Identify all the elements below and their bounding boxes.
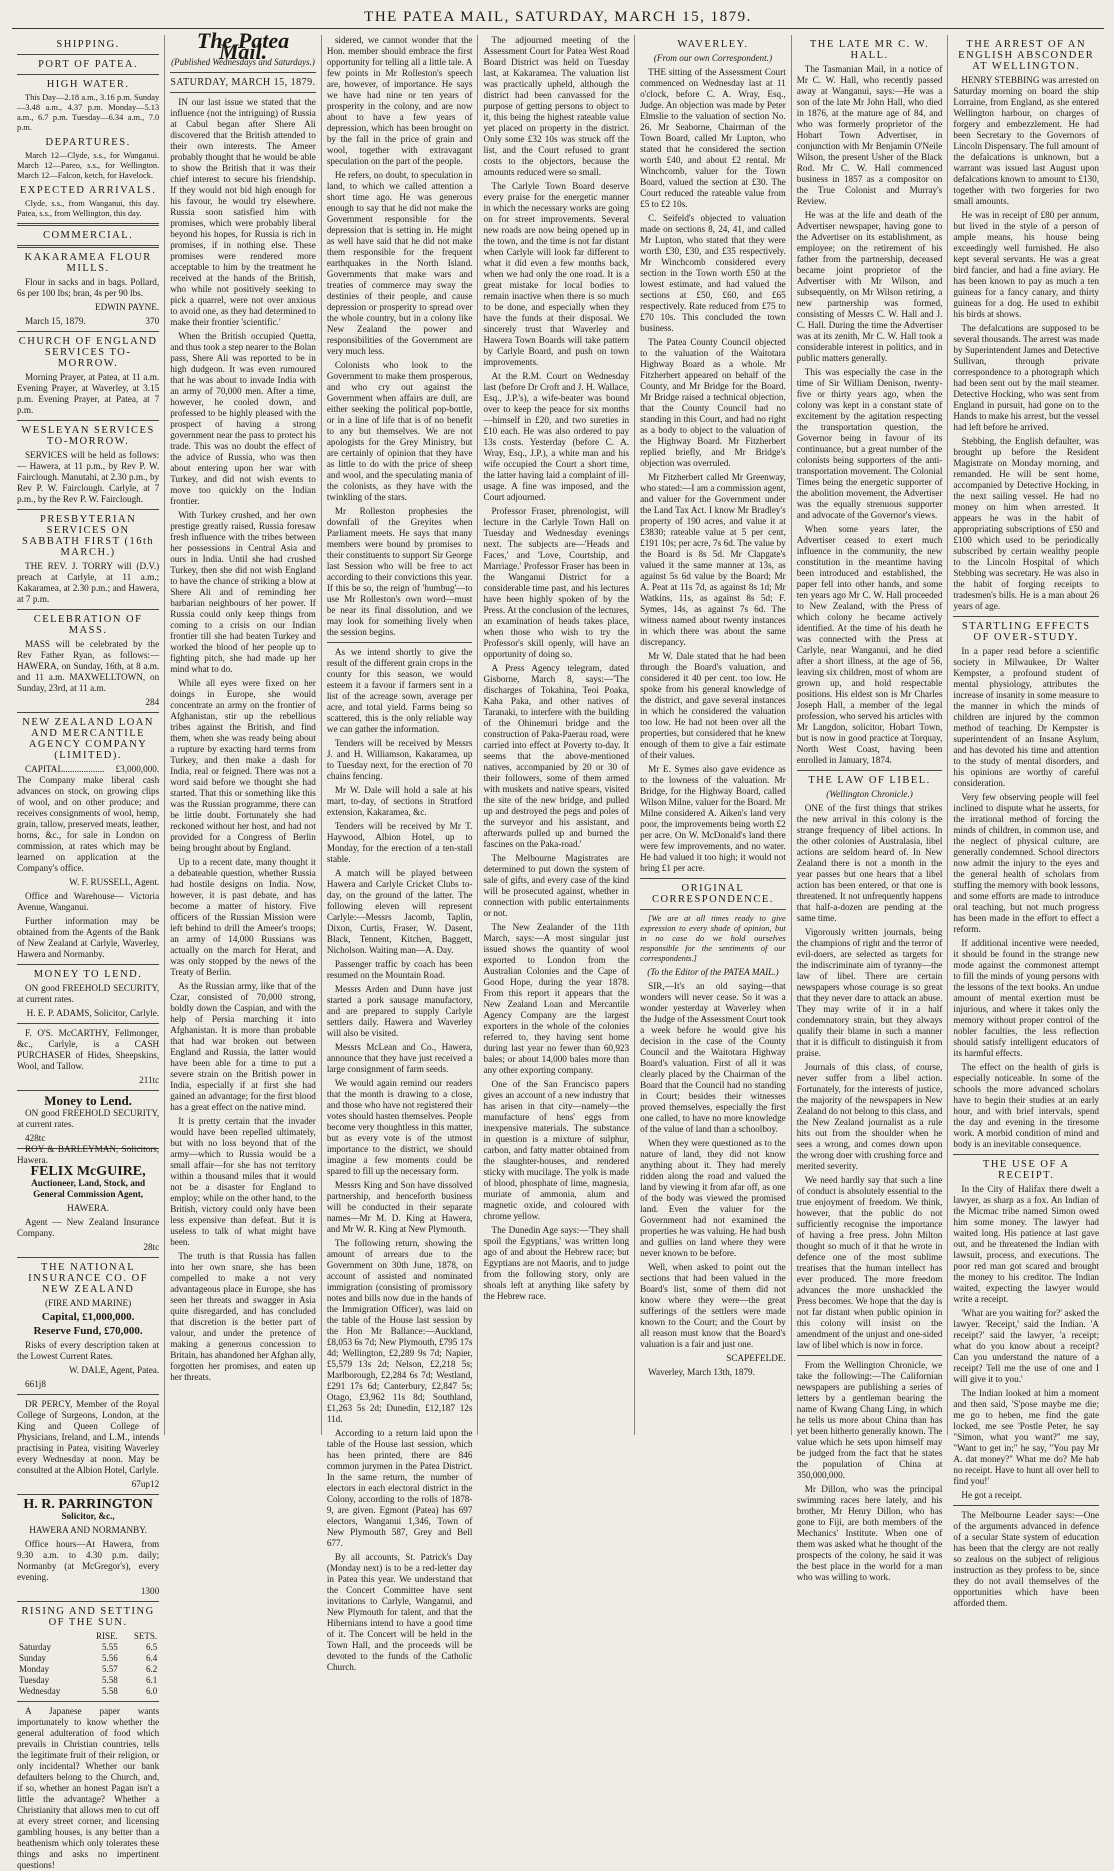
church-heading: CHURCH OF ENGLAND SERVICES TO-MORROW. xyxy=(18,336,158,369)
mass-heading: CELEBRATION OF MASS. xyxy=(33,614,143,636)
wesleyan-text: SERVICES will be held as follows:— Hawera, at 11 p.m., by Rev P. W. Fairclough. Manutahi, at 2.30 p.m., by Rev P. W. Fairclough. Carlyle, at 7 p.m., by the Rev P. W. Fairclough. xyxy=(17,450,160,504)
news-paragraph: Mr W. Dale will hold a sale at his mart, to-day, of sections in Stratford extension, Kakaramea, &c. xyxy=(326,785,473,817)
departures-text: March 12—Clyde, s.s., for Wanganui. March 12—Pareo, s.s., for Wellington. March 12—Falcon, ketch, for Havelock. xyxy=(17,151,160,180)
insurance-sign: W. DALE, Agent, Patea. xyxy=(68,1365,160,1375)
parrington-place: HAWERA AND NORMANBY. xyxy=(29,1525,147,1535)
sun-row: Monday 5.57 6.2 xyxy=(19,1664,158,1674)
news-paragraph: He refers, no doubt, to speculation in land, to which we called attention a short time ago. He was generous enough to say that he did not make the Government responsible for the depression that is setting in. He might as well have said that he did not make them responsible for the frequent earthquakes in the North Island. Governments that make wars and treaties of commerce may sway the destinies of their people, and cause depression or prosperity to spread over the whole country, but in a colony like New Zealand the power and responsibilities of the Government are very much less. xyxy=(326,170,473,356)
insurance-num: 661j8 xyxy=(25,1379,46,1389)
libel-sub: (Wellington Chronicle.) xyxy=(826,789,913,799)
mass-num: 284 xyxy=(145,697,160,707)
column-1 xyxy=(12,35,164,1870)
insurance-heading: THE NATIONAL INSURANCE CO. OF NEW ZEALAND xyxy=(28,1262,149,1295)
waverley-paragraph: Mr E. Symes also gave evidence as to the lowness of the valuation. Mr Bridge, for the Highway Board, called Wilson Milne, valuer for the Board. Mr Milne considered A. Aiken's land very poor, the improvements being worth £2 per acre. On W. McDonald's land there were few improvements, and no water. He had valued it too high; it would not bring £1 per acre. xyxy=(640,764,786,873)
hall-paragraph: When some years later, the Advertiser ceased to exert much influence in the community, the new constitution in the meantime having been introduced and established, the paper fell into other hands, and some ten years ago Mr C. W. Hall proceeded to New Zealand, with the Press of which colony he became actively identified. At the time of his death he was connected with the Press at Carlyle, near Wanganui, and he died after a short illness, at the age of 56, leaving six children, most of whom are grown up, and hold respectable positions. His eldest son is Mr Charles Joseph Hall, a member of the legal profession, who served his articles with Mr Langdon, solicitor, Hobart Town, but is now in good practice at Torquay, North West Coast, having been enrolled in January, 1874. xyxy=(796,524,943,765)
sun-row: Sunday 5.56 6.4 xyxy=(19,1653,158,1663)
news-paragraph: The Dunedin Age says:—'They shall spoil the Egyptians,' was written long ago of and about the Hebrew race; but Egyptians are not Maoris, and to judge from the following story, only are shoals left at anything like safety by the Hebrew race. xyxy=(483,1225,630,1301)
news-paragraph: We would again remind our readers that the month is drawing to a close, and those who have not registered their votes should hasten themselves. People become very thoughtless in this matter, but as every vote is of the utmost importance to the district, we should imagine a few moments could be spared to fill up the necessary form. xyxy=(326,1078,473,1176)
arrest-paragraph: He was in receipt of £80 per annum, but lived in the style of a person of ample means, his house being exceedingly well furnished. He also kept several servants. He was a great bird fancier, and had a fine aviary. He has been known to pay as much a ten guineas for a fancy canary, and thirty guineas for a dog. He used to exhibit his birds at shows. xyxy=(953,210,1100,319)
libel-paragraph: We need hardly say that such a line of conduct is absolutely essential to the true enjoyment of freedom. We think, however, that the public do not sufficiently recognise the importance of having a free press. John Milton thought so much of it that he wrote in defence one of the most sublime treatises that the human intellect has ever produced. The more freedom advances the more unshackled the Press becomes. We hope that the day is not far distant when public opinion in this colony will insist on the amendment of the unjust and one-sided law of libel which is now in force. xyxy=(796,1175,943,1350)
money-text: ON good FREEHOLD SECURITY, at current rates. xyxy=(17,983,160,1004)
mass-text: MASS will be celebrated by the Rev Father Ryan, as follows:— HAWERA, on Sunday, 16th, at 8 a.m. and 11 a.m. MAXWELLTOWN, on Sunday, 23rd, at 11 a.m. xyxy=(17,639,160,693)
mills-sign: EDWIN PAYNE. xyxy=(95,302,160,312)
paper-title: The Patea Mail. xyxy=(196,28,290,64)
hall-paragraph: He was at the life and death of the Advertiser newspaper, having gone to the Advertiser on its establishment, as employee; on the retirement of his father from the partnership, deceased became joint proprietor of the Advertiser with Mr Wilson, and subsequently, on Mr Wilson retiring, a new partnership was formed, consisting of Messrs C. W. Hall and J. C. Hall. During the time the Advertiser was at its zenith, Mr C. W. Hall took a considerable interest in politics, and in public matters generally. xyxy=(796,210,943,363)
news-paragraph: Messrs Arden and Dunn have just started a pork sausage manufactory, and are prepared to supply Carlyle settlers daily. Hawera and Waverley will also be visited. xyxy=(326,984,473,1038)
nzloan-more: Further information may be obtained from the Agents of the Bank of New Zealand at Carlyle, Waverley, Hawera and Normanby. xyxy=(17,916,160,959)
receipt-paragraph: He got a receipt. xyxy=(961,1490,1023,1500)
editorial-paragraph: It is pretty certain that the invader would have been repelled ultimately, but with no loss beyond that of the army—which to Russia would be a small affair—for she has not territory within a thousand miles that it would not be a disaster for England to employ; while on the other hand, to the British, victory could only have been less expensive than defeat. But it is useless to talk of what might have been. xyxy=(170,1116,316,1247)
news-paragraph: One of the San Francisco papers gives an account of a new industry that has arisen in that city—namely—the manufacture of hens' eggs from inexpensive materials. The substance in question is a mixture of sulphur, carbon, and fatty matter obtained from the slaughter-houses, and rendered sticky with mucilage. The yolk is made of blood, phosphate of lime, magnesia, muriate of ammonia, alum and magnetic oxide, and coloured with chrome yellow. xyxy=(483,1079,630,1221)
editorial-paragraph: The truth is that Russia has fallen into her own snare, she has been compelled to make a not very advantageous place in Europe, she has seen her threats and swagger in Asia quite disregarded, and has concluded that discretion is the better part of valour, and under the pretence of making a generous concession to Britain, has abandoned her Afghan ally, forgotten her promises, and eaten up her threats. xyxy=(170,1251,316,1382)
news-paragraph: A Press Agency telegram, dated Gisborne, March 8, says:—'The discharges of Tokahina, Teoi Poaka, Kaha Paka, and other natives of Taranaki, to interfere with the building of the Ohinemuri bridge and the construction of Paka-Paerau road, were carried into effect at Poverty to-day. It seems that the above-mentioned natives, accompanied by 20 or 30 of their followers, some of them armed with muskets and native spears, visited the site of the new bridge, and pulled up and destroyed the pegs and poles of the surveyor and his assistant, and afterwards pulled up and burned the fascines on the Paka-road.' xyxy=(483,663,630,849)
sun-row: Tuesday 5.58 6.1 xyxy=(19,1675,158,1685)
insurance-text: Risks of every description taken at the Lowest Current Rates. xyxy=(17,1340,160,1361)
column-3 xyxy=(321,35,478,1672)
percy-num: 67up12 xyxy=(131,1479,160,1489)
news-paragraph: The Melbourne Magistrates are determined to put down the system of sale of gifts, and every case of the kind will be prosecuted against, whether in connection with public entertainments or not. xyxy=(483,853,630,918)
wesleyan-heading: WESLEYAN SERVICES TO-MORROW. xyxy=(21,425,155,447)
waverley-paragraph: THE sitting of the Assessment Court commenced on Wednesday last at 11 o'clock, before C. A. Wray, Esq., Judge. An objection was made by Peter Elmslie to the valuation of section No. 26. Mr Seaborne, Chairman of the Town Board, called Mr Lupton, who stated that he considered the section worth £40, and about £2 rental. Mr Winchcomb, valuer for the Town Board, valued the section at £30. The Court reduced the rateable value from £5 to £2 10s. xyxy=(640,67,786,209)
news-paragraph: Colonists who look to the Government to make them prosperous, and who cry out against the Government when affairs are dull, are either seeking the political pop-bottle, or in a line of life that is of no benefit to any but themselves. We are not apologists for the Grey Ministry, but are certainly of opinion that they have as little to do with the price of sheep and wool, and the speculating mania of the colonists, as they have with the twinkling of the stars. xyxy=(326,360,473,502)
editorial-paragraph: While all eyes were fixed on her doings in Europe, she would concentrate an army on the frontier of Afghanistan, stir up the rebellious tribes against the British, and find them, when she was ready being about a rupture by exacting hard terms from Turkey, and then make a dash for India, real or feigned. There was not a word said before we thought she had started. That this or something like this was the Russian programme, there can be little doubt. Fortunately she had reckoned without her host, and had not provided for a Congress of Berlin being brought about by England. xyxy=(170,678,316,853)
commercial-heading: COMMERCIAL. xyxy=(42,230,134,241)
expected-text: Clyde, s.s., from Wanganui, this day. Patea, s.s., from Wellington, this day. xyxy=(17,199,160,218)
percy-text: DR PERCY, Member of the Royal College of Surgeons, London, at the King and Queen College of Physicians, Ireland, and L.M., intends practising in Patea, visiting Waverley every Wednesday at noon. May be consulted at the Albion Hotel, Carlyle. xyxy=(17,1399,160,1475)
study-paragraph: If additional incentive were needed, it should be found in the strange new mode against the commonest attempt to fill the minds of young persons with the lessons of the text books. An undue amount of mental exertion must be injurious, and where it takes only the memory without proper control of the nobler faculties, the less reflection should satisfy intelligent educators of its harmful effects. xyxy=(953,938,1100,1058)
mcguire-place: HAWERA. xyxy=(67,1203,110,1213)
editorial-paragraph: As the Russian army, like that of the Czar, consisted of 70,000 strong, boldly down the Caspian, and with the help of Persia marching it into Afghanistan. It is more than probable that had war broken out between England and Russia, the latter would have been able for a time to put a severe strain on the British power in India, especially if at first she had gained an advantage; for the first blood has a great effect on the native mind. xyxy=(170,981,316,1112)
departures-heading: DEPARTURES. xyxy=(45,137,131,148)
news-paragraph: From the Wellington Chronicle, we take the following:—The Californian newspapers are publishing a series of letters by a gentleman bearing the name of Kwang Chang Ling, in which he tells us more about China than has yet been hitherto generally known. The value which he sets upon himself may be judged from the fact that he states the population of China at 350,000,000. xyxy=(796,1360,943,1480)
editorial-paragraph: With Turkey crushed, and her own prestige greatly raised, Russia foresaw fresh influence with the tribes between her possessions in Central Asia and ours in India. Until she had crushed Turkey, then she did not wish England to have the chance of striking a blow at Shere Ali and of reminding her barbarian neighbours of her power. If Russia could only keep things from coming to a crisis on our Indian frontier till she had beaten Turkey and worked the blood of her people up to fighting pitch, she had made up her mind what to do. xyxy=(170,510,316,674)
nzloan-heading: NEW ZEALAND LOAN AND MERCANTILE AGENCY COMPANY (LIMITED). xyxy=(22,717,154,761)
sun-heading: RISING AND SETTING OF THE SUN. xyxy=(21,1606,155,1628)
insurance-capital: Capital, £1,000,000. xyxy=(41,1311,135,1323)
mccarthy-num: 211tc xyxy=(139,1075,160,1085)
mills-heading: KAKARAMEA FLOUR MILLS. xyxy=(24,252,152,274)
libel-heading: THE LAW OF LIBEL. xyxy=(808,775,931,786)
news-paragraph: The following return, showing the amount of arrears due to the Government on 30th June, 1878, on account of assisted and nominated immigration (consisting of promissory notes and bills now due in the hands of the Immigration Officer), was laid on the table of the House last session by the Hon Mr Ballance:—Auckland, £8,053 6s 7d; New Plymouth, £795 17s 4d; Wellington, £2,289 9s 7d; Napier, £5,579 13s 2d; Nelson, £2,218 5s; Marlborough, £2,284 6s 7d; Westland, £291 17s 6d; Canterbury, £2,847 5s; Otago, £3,962 11s 8d; Southland, £1,263 5s 2d; Dunedin, £12,187 12s 11d. xyxy=(326,1238,473,1424)
libel-paragraph: Journals of this class, of course, never suffer from a libel action. Fortunately, for the interests of justice, the majority of the newspapers in New Zealand do not belong to this class, and the New Zealand journalist as a rule hits out from the shoulder when he sees a wrong, and comes down upon the wrong doer with crushing force and merited severity. xyxy=(796,1062,943,1171)
column-4 xyxy=(477,35,634,1435)
hall-heading: THE LATE MR C. W. HALL. xyxy=(809,39,930,61)
parrington-num: 1300 xyxy=(140,1586,160,1596)
hall-paragraph: The Tasmanian Mail, in a notice of Mr C. W. Hall, who recently passed away at Wanganui, says:—He was a son of the late Mr John Hall, who died in 1876, at the mature age of 84, and who was formerly proprietor of the Hobart Town Advertiser, in conjunction with Mr Benjamin O'Neile Wilson, the present Usher of the Black Rod. Mr C. W. Hall commenced business in 1857 as a compositor on the True Colonist and Murray's Review. xyxy=(796,64,943,206)
news-paragraph: As we intend shortly to give the result of the different grain crops in the county for this season, we would esteem it a favour if farmers sent in a list of the acreage sown, average per acre, and total yield. Farms being so scattered, this is the only reliable way we can gather the information. xyxy=(326,647,473,734)
nzloan-sign: W. F. RUSSELL, Agent. xyxy=(69,877,160,887)
news-paragraph: At the R.M. Court on Wednesday last (before Dr Croft and J. H. Wallace, Esq., J.P.'s), a wife-beater was bound over to keep the peace for six months—himself in £20, and two sureties in £10 each. He was also ordered to pay 13s costs. Yesterday (before C. A. Wray, Esq., J.P.), a white man and his wife occupied the Court a short time, the latter having laid a complaint of ill-usage. A fine was imposed, and the Court adjourned. xyxy=(483,371,630,502)
correspondence-to: (To the Editor of the PATEA MAIL.) xyxy=(647,967,779,977)
arrest-paragraph: The defalcations are supposed to be several thousands. The arrest was made by Superintendent James and Detective Sullivan, through private correspondence to a photograph which had been sent out by the mail steamer. Detective Hocking, who was sent from England in pursuit, had gone on to the Hands to make his arrest, but the vessel had left before he arrived. xyxy=(953,323,1100,432)
study-paragraph: The effect on the health of girls is especially noticeable. In some of the schools the more advanced scholars have to begin their studies at an early hour, and with brief intervals, spend the day and evening in the tiresome work. A morbid condition of mind and body is an inevitable consequence. xyxy=(953,1062,1100,1149)
sun-table xyxy=(17,1631,159,1697)
editorial-date: SATURDAY, MARCH 15, 1879. xyxy=(170,77,316,88)
letter-paragraph: SIR,—It's an old saying—that wonders will never cease. So it was a wonder yesterday at Waverley when the Judge of the Assessment Court took a week before he would give his decision in the case of the County Council and the Waitotara Highway Board's valuation. First of all it was clearly placed by the Chairman of the Board that the Council had no standing in Court; besides their witnesses proved themselves, especially the first one called, to have no more knowledge of the value of land than a schoolboy. xyxy=(640,981,786,1134)
nzloan-office: Office and Warehouse— Victoria Avenue, Wanganui. xyxy=(17,891,160,912)
news-paragraph: Mr Dillon, who was the principal swimming races here lately, and his brother, Mr Henry Dillon, who has gone to Fiji, are both members of the Mechanics' Institute. When one of them was asked what he thought of the prospects of the colony, he said it was the best place in the world for a man who was willing to work. xyxy=(796,1484,943,1582)
letter-signature: SCAPEFELDE. xyxy=(726,1353,786,1363)
hall-paragraph: This was especially the case in the time of Sir William Denison, twenty-five or thirty years ago, when the colony was kept in a constant state of excitement by the agitation respecting the transportation question, the Governor being in favour of its continuance, but a great number of the colonists being supporters of the anti-transportation movement. The Colonial Times being the energetic supporter of the abolition movement, the Advertiser was the equally strenuous supporter and advocate of the Governor's views. xyxy=(796,367,943,520)
column-7 xyxy=(947,35,1104,1608)
receipt-paragraph: In the City of Halifax there dwelt a lawyer, as sharp as a fox. An Indian of the Micmac tribe named Simon owed him some money. The lawyer had waited long. His patience at last gave out, and he threatened the Indian with lawsuit, process, and executions. The poor red man got scared and brought the money to his creditor. The Indian waited, expecting the lawyer would write a receipt. xyxy=(953,1184,1100,1304)
news-paragraph: Professor Fraser, phrenologist, will lecture in the Carlyle Town Hall on Tuesday and Wednesday evenings next. The subjects are—'Heads and Faces,' and 'Love, Courtship, and Marriage.' Professor Fraser has been in the Wanganui District for a considerable time past, and his lectures have been highly spoken of by the Press. At the conclusion of the lectures, an examination of heads takes place, when those who wish to try the Professor's skill openly, will have an opportunity of doing so. xyxy=(483,506,630,659)
waverley-sub: (From our own Correspondent.) xyxy=(653,53,773,63)
news-paragraph: The Melbourne Leader says:—One of the arguments advanced in defence of a secular State system of education has been that the clergy are not really so zealous on the subject of religious instruction as they profess to be, since they do not avail themselves of the opportunities which have been afforded them. xyxy=(953,1510,1100,1608)
paper-subtitle: (Published Wednesdays and Saturdays.) xyxy=(171,57,315,67)
money2-text: ON good FREEHOLD SECURITY, at current rates. xyxy=(17,1108,160,1129)
news-paragraph: According to a return laid upon the table of the House last session, which has been printed, there are 846 common jurymen in the Patea District. In the same return, the number of electors in each electoral district in the Colony, according to the rolls of 1878-9, are given. Egmont (Patea) has 697 electors, Wanganui 1,346, Town of New Plymouth 587, Grey and Bell 677. xyxy=(326,1428,473,1548)
insurance-sub: (FIRE AND MARINE) xyxy=(44,1298,132,1308)
waverley-paragraph: Mr Fitzherbert called Mr Greenway, who stated:—I am a commission agent, and valuer for the Government under the Land Tax Act. I know Mr Bradley's property of 190 acres, and value it at £3830; rateable value at 5 per cent, £191 10s; per acre, 7s 6d. The value by the Board is 8s 5d. Mr Clapgate's valued it the same manner at 13s, as against 5s 6d value by the Board; Mr A. Peat at 11s 7d, as against 8s 1d; Mr Watkins, 11s, as against 8s 5d; F. Symes, 14s, as against 7s 6d. The witness named about twenty instances in which there was about the same discrepancy. xyxy=(640,472,786,647)
column-6 xyxy=(791,35,948,1582)
money-sign: H. E. P. ADAMS, Solicitor, Carlyle. xyxy=(26,1008,160,1018)
insurance-reserve: Reserve Fund, £70,000. xyxy=(33,1325,143,1337)
money2-sign: 428tc ROY & BARLEYMAN, Solicitors, Hawera. xyxy=(17,1133,160,1165)
correspondence-note: [We are at all times ready to give expression to every shade of opinion, but in no case do we hold ourselves responsible for the sentiments of our correspondents.] xyxy=(640,914,786,963)
receipt-paragraph: 'What are you waiting for?' asked the lawyer. 'Receipt,' said the Indian. 'A receipt?' said the lawyer, 'a receipt; what do you know about a receipt? Can you understand the nature of a receipt? Tell me the use of one and I will give it to you.' xyxy=(953,1308,1100,1384)
mcguire-agent: Agent — New Zealand Insurance Company. xyxy=(17,1217,160,1238)
news-paragraph: Tenders will be received by Mr T. Haywood, Albion Hotel, up to Monday, for the erection of a ten-stall stable. xyxy=(326,821,473,864)
column-2 xyxy=(164,28,321,1435)
arrest-paragraph: Stebbing, the English defaulter, was brought up before the Resident Magistrate on Monday morning, and remanded. He will be sent home, accompanied by Detective Hocking, in the next sailing vessel. He had no money on him when arrested. It appears he was in the habit of appropriating subscriptions of £50 and £100 which used to be periodically subscribed by certain wealthy people to the Lincoln Hospital of which Stebbing was secretary. He was also in the habit of forging receipts to tradesmen's bills. He is a man about 26 years of age. xyxy=(953,436,1100,611)
columns xyxy=(12,28,1104,1870)
receipt-paragraph: The Indian looked at him a moment and then said, 'S'pose maybe me die; me go to heben, me find the gate locked, me see 'Postle Peter, he say "Simon, what you want?" me say, "Want to get in;" he say, "You pay Mr A. dat money?" What me do? Me hab no receipt. Have to hunt all over hell to find you!' xyxy=(953,1388,1100,1486)
japanese-text: A Japanese paper wants importunately to know whether the general adulteration of food which prevails in Christian countries, tells the legitimate fruit of their religion, or only incidental? Whether our bank defaulters belong to the Church, and, if so, whether an honest Pagan isn't a little the advantage? Whether a Christianity that allows men to cut off at every street corner, and licensing gambling houses, is any better than a heathenism which only tolerates these things and asks no impertinent questions! xyxy=(17,1706,160,1870)
mcguire-num: 28tc xyxy=(143,1242,160,1252)
parrington-hours: Office hours—At Hawera, from 9.30 a.m. to 4.30 p.m. daily; Normanby (at McGregor's), every evening. xyxy=(17,1539,160,1582)
libel-paragraph: ONE of the first things that strikes the new arrival in this colony is the strange frequency of libel actions. In the other colonies of Australasia, libel actions are seldom heard of. In New Zealand there is not a month in the year passes but one hears that a libel action has been entered, or that one is threatened. It not unfrequently happens that half-a-dozen are pending at the same time. xyxy=(796,803,943,923)
editorial-paragraph: When the British occupied Quetta, and thus took a step nearer to the Bolan pass, Shere Ali was reported to be in high dudgeon. It was even rumoured that he was about to invade India with an army of 70,000 men. After a time, however, he cooled down, and professed to be highly pleased with the prospect of having a strong government near the pass to protect his trade. This was no doubt the effect of the advice of Russia, who was then about entering upon her war with Turkey, and did not wish events to move too quickly on the Indian frontier. xyxy=(170,331,316,506)
waverley-paragraph: The Patea County Council objected to the valuation of the Waitotara Highway Board as a whole. Mr Fitzherbert appeared on behalf of the County, and Mr Bridge for the Board. Mr Bridge raised a technical objection, that the County Council had no standing in this Court, and had no right as a body to object to the valuation of the Highway Board. Mr Fitzherbert replied briefly, and Mr Bridge's objection was overruled. xyxy=(640,337,786,468)
sun-row: Saturday 5.55 6.5 xyxy=(19,1642,158,1652)
highwater-heading: HIGH WATER. xyxy=(46,79,130,90)
news-paragraph: Mr Rolleston prophesies the downfall of the Greyites when Parliament meets. He says that many members were bound by promises to their constituents to support Sir George last Session who will be free to act according to their convictions this year. If this be so, the reign of 'humbug'—to use Mr Rolleston's own word—must be near its final dissolution, and we may look for something lively when the session begins. xyxy=(326,506,473,637)
shipping-heading: SHIPPING. xyxy=(56,39,120,50)
news-paragraph: sidered, we cannot wonder that the Hon. member should embrace the first opportunity for telling all a little tale. A few points in Mr Rolleston's speech are, however, of importance. He says we have had nine or ten years of prosperity in the colony, and are now about to have a few years of depression, which has been brought on by the fall in the price of grain and wool, together with extravagant speculation on the part of the people. xyxy=(326,35,473,166)
highwater-text: This Day—2.18 a.m., 3.16 p.m. Sunday—3.48 a.m., 4.37 p.m. Monday—5.13 a.m., 6.7 p.m. Tuesday—6.34 a.m., 7.0 p.m. xyxy=(17,93,160,132)
waverley-paragraph: Mr W. Dale stated that he had been through the Board's valuation, and considered it 40 per cent. too low. He spoke from his general knowledge of the district, and gave several instances in which he considered the valuation too low. He had not been over all the properties, but considered that he knew enough of them to give a fair estimate of their values. xyxy=(640,651,786,760)
church-text: Morning Prayer, at Patea, at 11 a.m. Evening Prayer, at Waverley, at 3.15 p.m. Evening Prayer, at Patea, at 7 p.m. xyxy=(17,372,160,415)
money-heading: MONEY TO LEND. xyxy=(33,969,143,980)
money2-heading: Money to Lend. xyxy=(44,1093,132,1108)
presby-heading: PRESBYTERIAN SERVICES ON SABBATH FIRST (16th MARCH.) xyxy=(22,514,155,558)
column-5 xyxy=(634,35,791,1435)
news-paragraph: Messrs McLean and Co., Hawera, announce that they have just received a large consignment of farm seeds. xyxy=(326,1042,473,1074)
letter-date: Waverley, March 13th, 1879. xyxy=(648,1367,755,1377)
news-paragraph: Messrs King and Son have dissolved partnership, and henceforth business will be conducted in their separate names—Mr M. D. King at Hawera, and Mr W. R. King at New Plymouth. xyxy=(326,1180,473,1234)
nzloan-text: CAPITAL.................. £3,000,000. The Company make liberal cash advances on stock, on growing clips of wool, and on other produce; and receives consignments of wool, hemp, grain, tallow, preserved meats, leather, horns, &c., for sale in London on commission, at rates which may be learned on application at the Company's office. xyxy=(17,764,160,873)
expected-heading: EXPECTED ARRIVALS. xyxy=(19,185,157,196)
arrest-paragraph: HENRY STEBBING was arrested on Saturday morning on board the ship Lorraine, from England, as she entered Wellington harbour, on charges of forgery and embezzlement. He had been Secretary to the Governors of Lincoln Dispensary. The full amount of the defalcations is unknown, but a warrant was issued last August upon defalcations known to amount to £130, together with two forgeries for two small amounts. xyxy=(953,75,1100,206)
study-heading: STARTLING EFFECTS OF OVER-STUDY. xyxy=(961,621,1091,643)
letter-paragraph: Well, when asked to point out the sections that had been valued in the Board's list, some of them did not know where they were—the great sufferings of the settlers were made known to the Court; and the Court by all reason must know that the Board's valuation is a fair and just one. xyxy=(640,1262,786,1349)
mcguire-desc: Auctioneer, Land, Stock, and General Commission Agent, xyxy=(31,1178,146,1199)
mccarthy-text: F. O'S. McCARTHY, Fellmonger, &c., Carlyle, is a CASH PURCHASER of Hides, Sheepskins, Wool, and Tallow. xyxy=(17,1028,160,1071)
masthead: THE PATEA MAIL, SATURDAY, MARCH 15, 1879. xyxy=(12,6,1104,29)
news-paragraph: Tenders will be received by Messrs J. and H. Williamson, Kakaramea, up to Tuesday next, for the erection of 70 chains fencing. xyxy=(326,738,473,781)
mills-text: Flour in sacks and in bags. Pollard, 6s per 100 lbs; bran, 4s per 90 lbs. xyxy=(17,277,160,298)
editorial-paragraph: IN our last issue we stated that the influence (not the intriguing) of Russia at Cabul began after Shere Ali discovered that the British attended to their own interests. The Ameer probably thought that he would be able to show the British that it was their chief interest to secure his friendship. If they would not bid high enough for his favour, he would try elsewhere. Russia soon satisfied him with promises, which were probably liberal beyond his hopes, for Russia is rich in promises, if in nothing else. These promises were rendered more acceptable to him by the treatment he received at the hands of the British, who while not positively seeking to pick a quarrel, were not over anxious to avoid one, as they had determined to make their frontier 'scientific.' xyxy=(170,97,316,327)
correspondence-heading: ORIGINAL CORRESPONDENCE. xyxy=(651,883,774,905)
study-paragraph: Very few observing people will feel inclined to dispute what he asserts, for the irrational method of forcing the minds of children, in common use, and the neglect of physical culture, are generally condemned. School directors now admit the injury to the eyes and the general health of scholars from stuffing the memory with book lessons, and some efforts are made to introduce oral teaching, but not much progress has been made in the effort to effect a reform. xyxy=(953,792,1100,934)
news-paragraph: A match will be played between Hawera and Carlyle Cricket Clubs to-day, on the ground of the latter. The following eleven will represent Carlyle:—Messrs Jacomb, Taplin, Dixon, Curtis, Fraser, W. Dasent, Black, Tennent, Kitchen, Baggett, Nicholson. Waiting man—A. Day. xyxy=(326,868,473,955)
port-heading: PORT OF PATEA. xyxy=(38,59,139,70)
parrington-name: H. R. PARRINGTON xyxy=(23,1497,153,1512)
waverley-heading: WAVERLEY. xyxy=(677,39,749,50)
news-paragraph: Passenger traffic by coach has been resumed on the Mountain Road. xyxy=(326,959,473,980)
parrington-desc: Solicitor, &c., xyxy=(61,1511,115,1521)
editorial-paragraph: Up to a recent date, many thought it a debateable question, whether Russia had hostile designs on India. Now, however, it is past debate, and has become a matter of history. Five officers of the Russian Mission were left behind to drill the Ameer's troops; an army of 14,000 Russians was actually on the march for Herat, and was only stopped by the news of the Treaty of Berlin. xyxy=(170,857,316,977)
mcguire-name: FELIX McGUIRE, xyxy=(30,1164,146,1179)
letter-paragraph: When they were questioned as to the nature of land, they did not know anything about it. They had merely ridden along the road and valued the land by viewing it from afar off, as one of the body was viewed the promised land. Even the valuer for the Government had not examined the properties he was valuing. He had bush and gullies on land where they were never known to be before. xyxy=(640,1138,786,1258)
sun-row: Wednesday 5.58 6.0 xyxy=(19,1686,158,1696)
study-paragraph: In a paper read before a scientific society in Milwaukee, Dr Walter Kempster, a profound student of mental physiology, attributes the increase of insanity in some measure to the manner in which the minds of children are injured by the common method of teaching. Dr Kempster is superintendent of an Insane Asylum, and has devoted his time and attention to the study of mental disorders, and his opinions are worthy of careful consideration. xyxy=(953,646,1100,788)
mills-date: March 15, 1879. 370 xyxy=(25,316,160,326)
news-paragraph: The adjourned meeting of the Assessment Court for Patea West Road Board District was held on Tuesday last, at Kakaramea. The valuation list was practically upheld, although the district had been canvassed for the purpose of getting persons to object to it, this being the highest rateable value yet placed on property in the district. Only some £32 10s was struck off the list, and the Court refused to grant costs to the objectors, because the amounts reduced were so small. xyxy=(483,35,630,177)
news-paragraph: The Carlyle Town Board deserve every praise for the energetic manner in which the necessary works are going on for street improvements. Several new roads are now being opened up in the town, and the time is not far distant when Carlyle will look far different to what it did even a few months back, when we had only the one road. It is a great mistake for local bodies to remain inactive when there is so much to be done, and especially when they have the funds at their disposal. We sincerely trust that Waverley and Hawera Town Boards will take pattern by Carlyle Board, and push on town improvements. xyxy=(483,181,630,367)
news-paragraph: The New Zealander of the 11th March, says:—A most singular just issued shows the quantity of wool exported to London from the Australian Colonies and the Cape of Good Hope, during the year 1878. From this report it appears that the New Zealand Loan and Mercantile Agency Company are the largest exporters in the whole of the colonies referred to, they having sent home during last year no fewer than 60,923 bales; or about 14,000 bales more than any other exporting company. xyxy=(483,922,630,1075)
arrest-heading: THE ARREST OF AN ENGLISH ABSCONDER AT WELLINGTON. xyxy=(958,39,1095,72)
receipt-heading: THE USE OF A RECEIPT. xyxy=(982,1159,1070,1181)
sun-header-row: RISE. SETS. xyxy=(95,1631,158,1641)
presby-text: THE REV. J. TORRY will (D.V.) preach at Carlyle, at 11 a.m.; Kakaramea, at 2.30 p.m.; and Hawera, at 7 p.m. xyxy=(17,561,160,604)
news-paragraph: By all accounts, St. Patrick's Day (Monday next) is to be a red-letter day in Patea this year. We understand that the Concert Committee have sent invitations to Carlyle, Wanganui, and New Plymouth for talent, and that the Hibernians intend to have a good time of it. The Concert will be held in the Town Hall, and the proceeds will be devoted to the funds of the Catholic Church. xyxy=(326,1552,473,1672)
waverley-paragraph: C. Seifeld's objected to valuation made on sections 8, 24, 41, and called Mr Lupton, who stated that they were worth £30, £30, and £35 respectively. Mr Winchcomb considered every section in the Town worth £50 at the lowest estimate, and had valued the sections at £50, £60, and £65 respectively. Rate reduced from £75 to £70 10s. This concluded the town business. xyxy=(640,213,786,333)
libel-paragraph: Vigorously written journals, being the champions of right and the terror of evil-doers, are selected as targets for the indiscriminate aim of tyranny—the law of libel. There are certain newspapers whose courage is so great that they never dare to attack an abuse. They may write of it in a half condemnatory strain, but they always qualify their blame in such a manner that it is difficult to distinguish it from praise. xyxy=(796,927,943,1058)
